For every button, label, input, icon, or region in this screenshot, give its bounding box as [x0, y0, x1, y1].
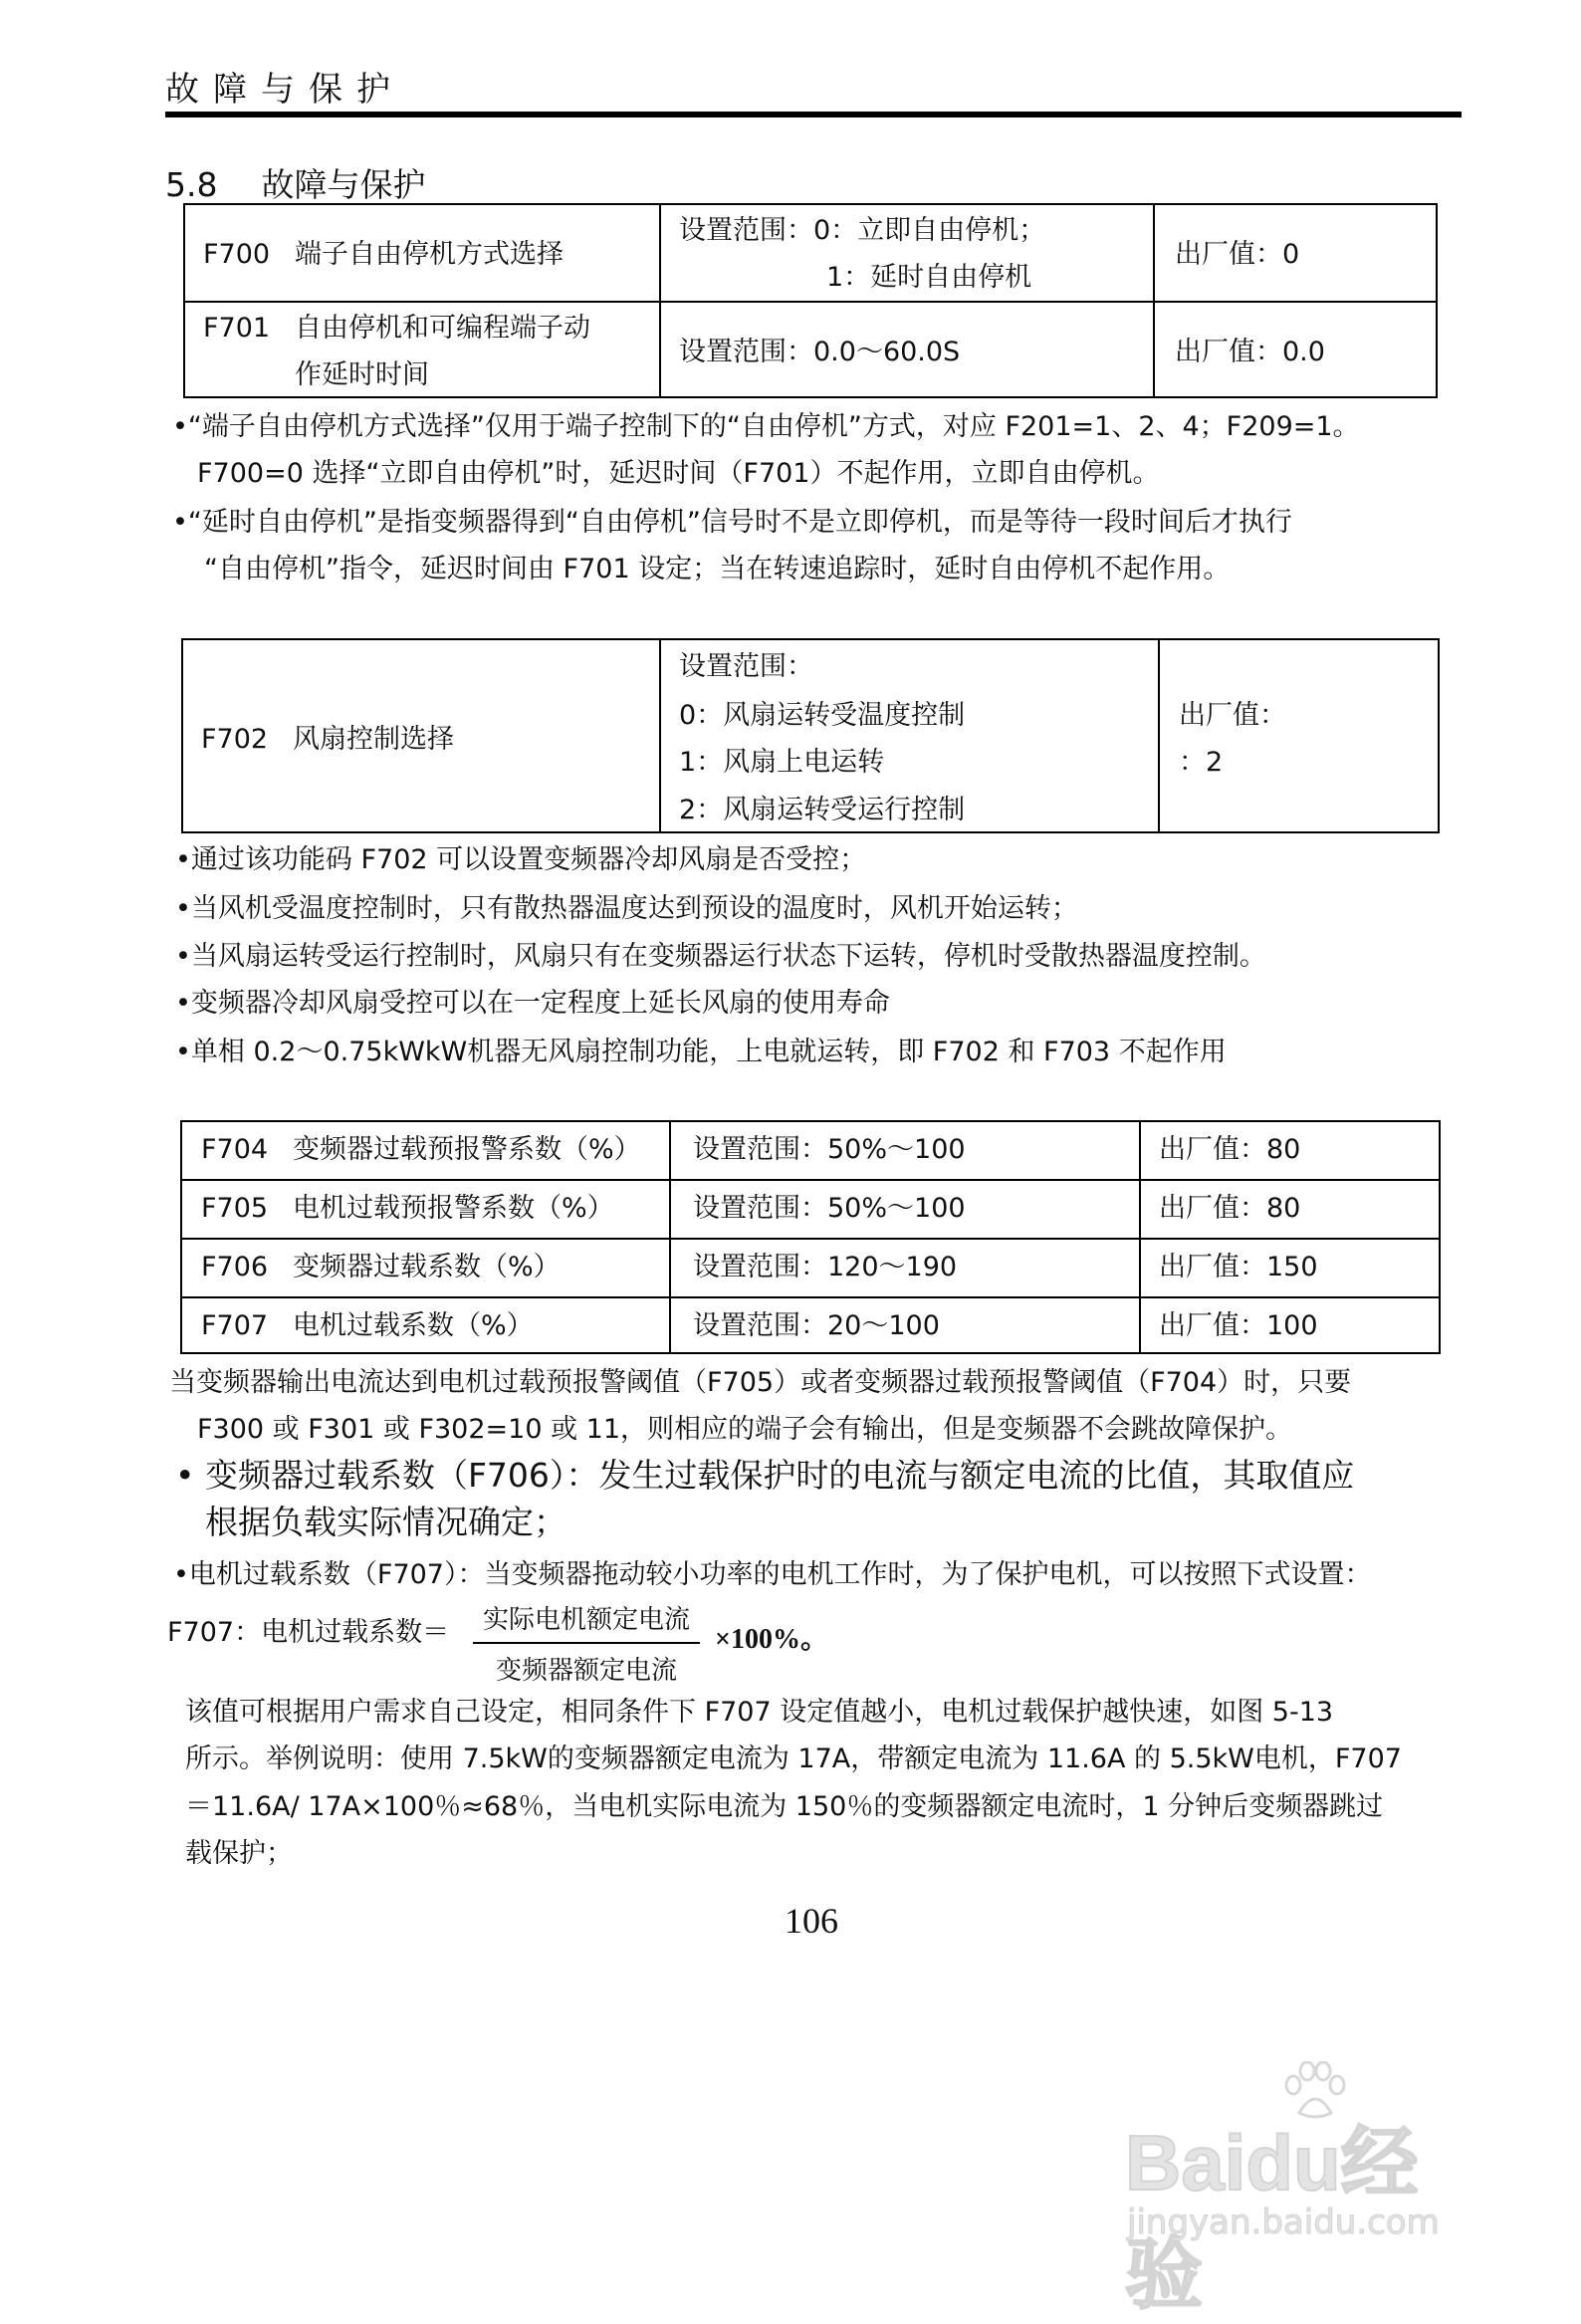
note-line: •单相 0.2～0.75kWkW机器无风扇控制功能，上电就运转，即 F702 和 F703 不起作用 — [175, 1037, 1227, 1067]
param-name: 作延时时间 — [295, 359, 429, 390]
page-number: 106 — [785, 1901, 838, 1941]
note-line: F700=0 选择“立即自由停机”时，延迟时间（F701）不起作用，立即自由停机。 — [197, 458, 1160, 489]
param-range: 设置范围：120～190 — [693, 1252, 958, 1282]
param-range: 1：延时自由停机 — [826, 262, 1032, 293]
running-header: 故障与保护 — [165, 70, 404, 110]
row-divider — [182, 1296, 1439, 1298]
row-divider — [182, 1238, 1439, 1240]
param-default: 出厂值：0 — [1175, 239, 1300, 270]
param-code: F702 — [201, 724, 269, 755]
col-divider — [659, 640, 661, 831]
param-range: 1：风扇上电运转 — [679, 747, 885, 778]
param-name: 变频器过载预报警系数（%） — [293, 1134, 641, 1165]
section-number: 5.8 — [165, 165, 218, 204]
paragraph-line: ＝11.6A/ 17A×100％≈68％，当电机实际电流为 150％的变频器额定电流时，1 分钟后变频器跳过 — [185, 1791, 1384, 1822]
note-line: •通过该功能码 F702 可以设置变频器冷却风扇是否受控； — [175, 844, 867, 875]
formula-lhs: F707：电机过载系数＝ — [167, 1617, 450, 1648]
section-title — [165, 159, 425, 206]
param-range: 0：风扇运转受温度控制 — [679, 700, 966, 731]
watermark-logo: Baidu经验 — [1125, 2119, 1419, 2318]
col-divider — [1158, 640, 1160, 831]
paragraph-line: 所示。举例说明：使用 7.5kW的变频器额定电流为 17A，带额定电流为 11.6A 的 5.5kW电机，F707 — [185, 1743, 1402, 1774]
watermark-url: jingyan.baidu.com — [1127, 2203, 1440, 2242]
param-code: F705 — [201, 1193, 269, 1224]
param-range: 设置范围：0.0～60.0S — [679, 337, 961, 367]
note-line: •“延时自由停机”是指变频器得到“自由停机”信号时不是立即停机，而是等待一段时间后才执行 — [172, 507, 1292, 538]
row-divider — [182, 1179, 1439, 1181]
param-default: 出厂值：150 — [1159, 1252, 1318, 1282]
paragraph-line: 当变频器输出电流达到电机过载预报警阈值（F705）或者变频器过载预报警阈值（F704）时，只要 — [169, 1367, 1352, 1398]
param-name: 电机过载预报警系数（%） — [293, 1193, 614, 1224]
param-name: 变频器过载系数（%） — [293, 1252, 561, 1282]
note-line: •变频器冷却风扇受控可以在一定程度上延长风扇的使用寿命 — [175, 988, 890, 1019]
param-default: 出厂值： — [1179, 700, 1286, 731]
param-default: 出厂值：80 — [1159, 1193, 1301, 1224]
param-range: 设置范围：0：立即自由停机； — [679, 215, 1046, 246]
paragraph-line: •电机过载系数（F707）：当变频器拖动较小功率的电机工作时，为了保护电机，可以按照下式设置： — [173, 1559, 1372, 1590]
param-range: 2：风扇运转受运行控制 — [679, 795, 966, 825]
note-line: •“端子自由停机方式选择”仅用于端子控制下的“自由停机”方式，对应 F201=1、2、4；F209=1。 — [172, 411, 1360, 442]
param-default: 出厂值：0.0 — [1175, 337, 1325, 367]
param-range: 设置范围：50%～100 — [693, 1134, 966, 1165]
param-name: 电机过载系数（%） — [293, 1310, 534, 1341]
row-divider — [185, 301, 1436, 303]
param-name: 端子自由停机方式选择 — [295, 239, 564, 270]
param-range: 设置范围： — [679, 651, 813, 682]
paragraph-line: F300 或 F301 或 F302=10 或 11，则相应的端子会有输出，但是变频器不会跳故障保护。 — [197, 1414, 1293, 1445]
formula-numerator: 实际电机额定电流 — [482, 1605, 690, 1635]
param-name: 自由停机和可编程端子动 — [295, 313, 590, 344]
param-code: F701 — [203, 313, 271, 344]
param-default: 出厂值：100 — [1159, 1310, 1318, 1341]
formula-denominator: 变频器额定电流 — [495, 1656, 677, 1686]
param-code: F707 — [201, 1310, 269, 1341]
param-code: F706 — [201, 1252, 269, 1282]
param-range: 设置范围：50%～100 — [693, 1193, 966, 1224]
paragraph-line: 载保护； — [185, 1838, 293, 1869]
fraction-bar — [473, 1642, 700, 1644]
note-line: “自由停机”指令，延迟时间由 F701 设定；当在转速追踪时，延时自由停机不起作用。 — [204, 554, 1231, 584]
paragraph-line: 根据负载实际情况确定； — [205, 1503, 566, 1541]
baidu-watermark — [1125, 2061, 1483, 2318]
formula-fraction — [473, 1599, 700, 1687]
param-name: 风扇控制选择 — [293, 724, 454, 755]
header-rule — [165, 112, 1462, 117]
param-code: F700 — [203, 239, 271, 270]
param-range: 设置范围：20～100 — [693, 1310, 940, 1341]
formula-multiplier: ×100%。 — [715, 1624, 828, 1655]
param-default: ：2 — [1179, 747, 1224, 778]
paragraph-line: • 变频器过载系数（F706）：发生过载保护时的电流与额定电流的比值，其取值应 — [175, 1456, 1355, 1495]
note-line: •当风机受温度控制时，只有散热器温度达到预设的温度时，风机开始运转； — [175, 893, 1078, 924]
section-name: 故障与保护 — [261, 165, 426, 204]
paragraph-line: 该值可根据用户需求自己设定，相同条件下 F707 设定值越小，电机过载保护越快速，如图 5-13 — [185, 1697, 1334, 1728]
param-code: F704 — [201, 1134, 269, 1165]
param-default: 出厂值：80 — [1159, 1134, 1301, 1165]
note-line: •当风扇运转受运行控制时，风扇只有在变频器运行状态下运转，停机时受散热器温度控制。 — [175, 941, 1266, 972]
